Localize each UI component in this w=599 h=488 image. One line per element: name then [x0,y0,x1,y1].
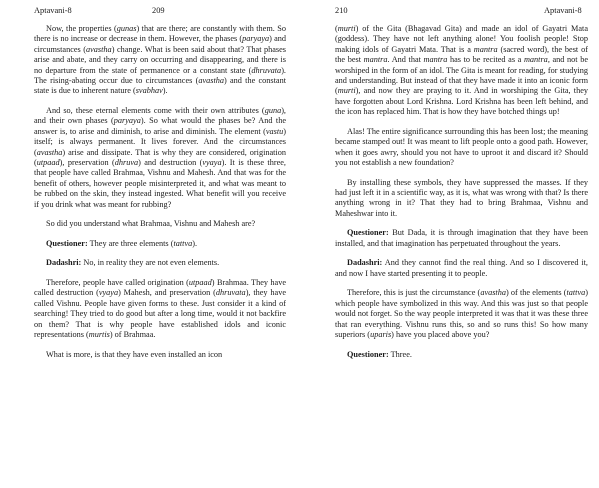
right-page-body [335,24,588,369]
dialogue-questioner: Questioner: They are three elements (tattva). [46,238,198,248]
paragraph: And so, these eternal elements come with their own attributes (guna), and their own phases (paryaya). So what would the phases be? And the answer is, to arise and diminish, to arise and diminish. The element (vastu) itself; is always permanent. It lives forever. And the circumstances (avastha) arise and dissipate. That is why they are considered, origination (utpaad), preservation (dhruva) and destruction (vyaya). It is these three, that people have called Brahmaa, Vishnu and Mahesh. And that was for the benefit of others, however people misinterpreted it, and what was meant to be rubbed on the skin, they instead ingested. What benefit will you receive if you drink what was meant for rubbing? [34,106,286,209]
dialogue-questioner: Questioner: But Dada, it is through imagination that they have been installed, and that imagination has perpetuated throughout the years. [335,228,588,248]
speaker-label: Questioner: [347,228,389,238]
right-page [300,0,599,488]
dialogue-dadashri: Dadashri: No, in reality they are not even elements. [46,258,220,268]
paragraph: Now, the properties (gunas) that are there; are constantly with them. So there is no increase or decrease in them. However, the phases (paryaya) and circumstances (avastha) change. What is been said about that? That phases arise and abate, and they carry on occurring and disappearing, and there is no departure from the state of permanence or a constant state (dhruvata). The rising-abating occur due to circumstances (avastha) and the constant state is due to inherent nature (svabhav). [34,24,287,96]
page-number: 209 [152,6,165,15]
page-number: 210 [335,6,348,15]
speaker-label: Questioner: [347,349,389,359]
book-title-header: Aptavani-8 [34,6,72,15]
dialogue-dadashri: Dadashri: And they cannot find the real thing. And so I discovered it, and now I have started presenting it to people. [335,258,588,278]
left-page-header [0,5,300,17]
paragraph: Therefore, this is just the circumstance (avastha) of the elements (tattva) which people have symbolized in this way. And this was just so that people would not forget. So the way people interpreted it was that it was these three that ran everything. Vishnu runs this, so and so runs this! So how many superiors (uparis) have you placed above you? [335,288,588,340]
speaker-label: Questioner: [46,238,88,248]
paragraph: (murti) of the Gita (Bhagavad Gita) and made an idol of Gayatri Mata (goddess). They have not left anything alone! You foolish people! Stop making idols of Gayatri Mata. That is a mantra (sacred word), the best of the best mantra. And that mantra has to be recited as a mantra, and not be worshiped in the form of an idol. The Gita is meant for reading, for studying and understanding. But instead of that they have made it into an iconic form (murti), and now they are praying to it. And in worshiping the Gita, they have forgotten about Lord Krishna. Lord Krishna has been left behind, and the icon has replaced him. That is how they have botched things up! [335,24,588,117]
paragraph: So did you understand what Brahmaa, Vishnu and Mahesh are? [46,219,256,229]
paragraph: What is more, is that they have even installed an icon [46,349,223,359]
dialogue-questioner: Questioner: Three. [347,349,412,359]
paragraph: By installing these symbols, they have suppressed the masses. If they had just left it in a scientific way, as it is, what was wrong with that? Is there anything wrong in it? That they had to bring Brahmaa, Vishnu and Maheshwar into it. [335,177,588,218]
speaker-label: Dadashri: [347,258,383,268]
right-page-header [300,5,599,17]
paragraph: Therefore, people have called origination (utpaad) Brahmaa. They have called destruction (vyaya) Mahesh, and preservation (dhruvata), they have called Vishnu. People have given forms to these. Just consider it a kind of searching! They tried to do good but after a long time, would it not backfire on them? That is why people have established idols and iconic representations (murtis) of Brahmaa. [34,278,286,340]
left-page-body [34,24,286,369]
book-title-header: Aptavani-8 [544,6,582,15]
speaker-label: Dadashri: [46,258,82,268]
paragraph: Alas! The entire significance surrounding this has been lost; the meaning became stamped out! It was meant to lift people onto a good path. However, when it goes awry, should you not have to uproot it and discard it? Should you not establish a new foundation? [335,126,588,168]
